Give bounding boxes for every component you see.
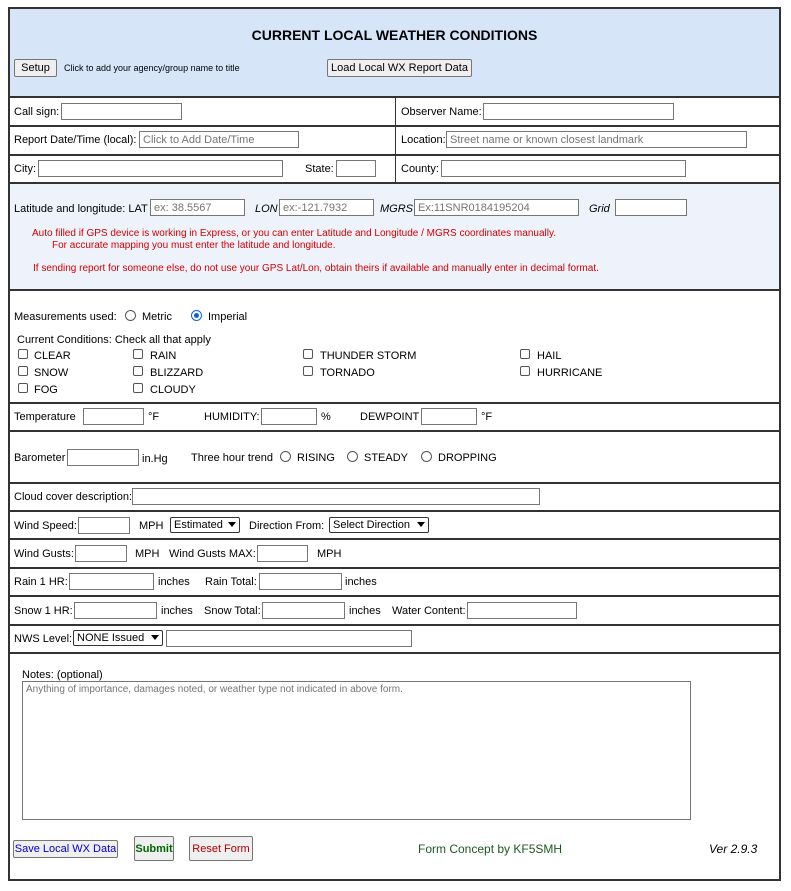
reset-form-button[interactable]: Reset Form bbox=[189, 836, 253, 861]
latlon-label: Latitude and longitude: LAT bbox=[14, 203, 148, 215]
rain-hr-label: Rain 1 HR: bbox=[14, 576, 68, 588]
water-content-input[interactable] bbox=[467, 602, 577, 619]
rain-hr-input[interactable] bbox=[69, 573, 154, 590]
condition-rain-checkbox[interactable] bbox=[133, 349, 143, 359]
callsign-label: Call sign: bbox=[14, 106, 60, 118]
wind-gusts-unit: MPH bbox=[135, 548, 160, 560]
cloud-cover-label: Cloud cover description: bbox=[14, 491, 133, 503]
dewpoint-input[interactable] bbox=[421, 408, 477, 425]
wind-speed-label: Wind Speed: bbox=[14, 520, 77, 532]
rain-total-unit: inches bbox=[345, 576, 377, 588]
barometer-unit: in.Hg bbox=[142, 453, 168, 465]
temperature-input[interactable] bbox=[83, 408, 144, 425]
humidity-unit: % bbox=[321, 411, 331, 423]
snow-total-unit: inches bbox=[349, 605, 381, 617]
condition-cloudy-checkbox[interactable] bbox=[133, 383, 143, 393]
wind-gusts-max-label: Wind Gusts MAX: bbox=[169, 548, 256, 560]
humidity-label: HUMIDITY: bbox=[204, 411, 260, 423]
wind-speed-input[interactable] bbox=[78, 517, 130, 534]
temperature-label: Temperature bbox=[14, 411, 76, 423]
condition-blizzard-label: BLIZZARD bbox=[150, 367, 204, 379]
conditions-label: Current Conditions: Check all that apply bbox=[17, 334, 211, 346]
callsign-input[interactable] bbox=[61, 103, 182, 120]
city-input[interactable] bbox=[38, 160, 283, 177]
report-datetime-input[interactable] bbox=[139, 131, 299, 148]
form-credit: Form Concept by KF5SMH bbox=[418, 842, 563, 856]
imperial-radio[interactable] bbox=[191, 310, 202, 321]
snow-hr-unit: inches bbox=[161, 605, 193, 617]
imperial-label: Imperial bbox=[208, 311, 248, 323]
snow-total-label: Snow Total: bbox=[204, 605, 261, 617]
temperature-unit: °F bbox=[148, 411, 160, 423]
water-content-label: Water Content: bbox=[392, 605, 466, 617]
trend-dropping-radio[interactable] bbox=[421, 451, 432, 462]
wind-speed-unit: MPH bbox=[139, 520, 164, 532]
wind-gusts-label: Wind Gusts: bbox=[14, 548, 74, 560]
metric-label: Metric bbox=[142, 311, 172, 323]
coords-note-other: If sending report for someone else, do not use your GPS Lat/Lon, obtain theirs if available and manually enter in decimal format. bbox=[33, 263, 599, 274]
wind-estimate-select[interactable] bbox=[170, 517, 240, 533]
condition-blizzard-checkbox[interactable] bbox=[133, 366, 143, 376]
rain-hr-unit: inches bbox=[158, 576, 190, 588]
snow-hr-input[interactable] bbox=[74, 602, 157, 619]
condition-hurricane-checkbox[interactable] bbox=[520, 366, 530, 376]
notes-textarea[interactable] bbox=[22, 681, 691, 820]
grid-input[interactable] bbox=[615, 199, 687, 216]
city-label: City: bbox=[14, 163, 36, 175]
condition-snow-label: SNOW bbox=[34, 367, 69, 379]
trend-label: Three hour trend bbox=[191, 452, 273, 464]
metric-radio[interactable] bbox=[125, 310, 136, 321]
rain-total-input[interactable] bbox=[259, 573, 342, 590]
barometer-input[interactable] bbox=[67, 449, 139, 466]
load-report-button[interactable]: Load Local WX Report Data bbox=[327, 59, 472, 77]
save-data-button[interactable]: Save Local WX Data bbox=[13, 840, 118, 858]
dewpoint-unit: °F bbox=[481, 411, 493, 423]
chevron-down-icon bbox=[417, 522, 425, 527]
nws-level-select[interactable] bbox=[73, 630, 163, 646]
chevron-down-icon bbox=[151, 635, 159, 640]
direction-value: Select Direction bbox=[333, 519, 411, 531]
condition-fog-label: FOG bbox=[34, 384, 58, 396]
condition-hurricane-label: HURRICANE bbox=[537, 367, 603, 379]
nws-detail-input[interactable] bbox=[166, 630, 412, 647]
condition-clear-label: CLEAR bbox=[34, 350, 71, 362]
lon-input[interactable] bbox=[279, 199, 374, 216]
condition-thunderstorm-label: THUNDER STORM bbox=[320, 350, 417, 362]
header-section bbox=[8, 7, 781, 98]
report-datetime-label: Report Date/Time (local): bbox=[14, 134, 137, 146]
mgrs-input[interactable] bbox=[414, 199, 579, 216]
setup-button[interactable]: Setup bbox=[14, 59, 57, 77]
trend-steady-label: STEADY bbox=[364, 452, 409, 464]
state-input[interactable] bbox=[336, 160, 376, 177]
trend-rising-label: RISING bbox=[297, 452, 335, 464]
condition-hail-label: HAIL bbox=[537, 350, 562, 362]
nws-level-label: NWS Level: bbox=[14, 633, 73, 645]
condition-rain-label: RAIN bbox=[150, 350, 177, 362]
mgrs-label: MGRS bbox=[380, 203, 413, 215]
location-input[interactable] bbox=[446, 131, 747, 148]
condition-tornado-checkbox[interactable] bbox=[303, 366, 313, 376]
humidity-input[interactable] bbox=[261, 408, 317, 425]
condition-cloudy-label: CLOUDY bbox=[150, 384, 196, 396]
measurements-label: Measurements used: bbox=[14, 311, 117, 323]
snow-hr-label: Snow 1 HR: bbox=[14, 605, 73, 617]
county-input[interactable] bbox=[441, 160, 686, 177]
county-label: County: bbox=[401, 163, 439, 175]
condition-tornado-label: TORNADO bbox=[320, 367, 375, 379]
grid-label: Grid bbox=[589, 203, 610, 215]
coords-note-accuracy: For accurate mapping you must enter the latitude and longitude. bbox=[52, 240, 336, 251]
state-label: State: bbox=[305, 163, 334, 175]
condition-snow-checkbox[interactable] bbox=[18, 366, 28, 376]
wind-gusts-max-input[interactable] bbox=[257, 545, 308, 562]
coords-note-auto: Auto filled if GPS device is working in Express, or you can enter Latitude and Longitude / MGRS coordinates manually. bbox=[32, 228, 556, 239]
trend-dropping-label: DROPPING bbox=[438, 452, 497, 464]
dewpoint-label: DEWPOINT bbox=[360, 411, 420, 423]
lon-label: LON bbox=[255, 203, 278, 215]
cloud-cover-input[interactable] bbox=[132, 488, 540, 505]
wind-estimate-value: Estimated bbox=[174, 519, 223, 531]
lat-input[interactable] bbox=[150, 199, 245, 216]
trend-rising-radio[interactable] bbox=[280, 451, 291, 462]
version-label: Ver 2.9.3 bbox=[709, 842, 758, 856]
snow-total-input[interactable] bbox=[262, 602, 345, 619]
observer-name-input[interactable] bbox=[483, 103, 674, 120]
wind-gusts-input[interactable] bbox=[75, 545, 127, 562]
wind-gusts-max-unit: MPH bbox=[317, 548, 342, 560]
condition-clear-checkbox[interactable] bbox=[18, 349, 28, 359]
location-label: Location: bbox=[401, 134, 446, 146]
submit-button[interactable]: Submit bbox=[134, 836, 174, 861]
trend-steady-radio[interactable] bbox=[347, 451, 358, 462]
page-title: CURRENT LOCAL WEATHER CONDITIONS bbox=[251, 27, 538, 43]
notes-label: Notes: (optional) bbox=[22, 669, 103, 681]
condition-fog-checkbox[interactable] bbox=[18, 383, 28, 393]
setup-hint: Click to add your agency/group name to title bbox=[64, 63, 240, 73]
chevron-down-icon bbox=[228, 522, 236, 527]
direction-label: Direction From: bbox=[249, 520, 325, 532]
nws-level-value: NONE Issued bbox=[77, 632, 145, 644]
direction-select[interactable] bbox=[329, 517, 429, 533]
barometer-label: Barometer bbox=[14, 452, 66, 464]
condition-thunderstorm-checkbox[interactable] bbox=[303, 349, 313, 359]
observer-name-label: Observer Name: bbox=[401, 106, 482, 118]
rain-total-label: Rain Total: bbox=[205, 576, 257, 588]
condition-hail-checkbox[interactable] bbox=[520, 349, 530, 359]
